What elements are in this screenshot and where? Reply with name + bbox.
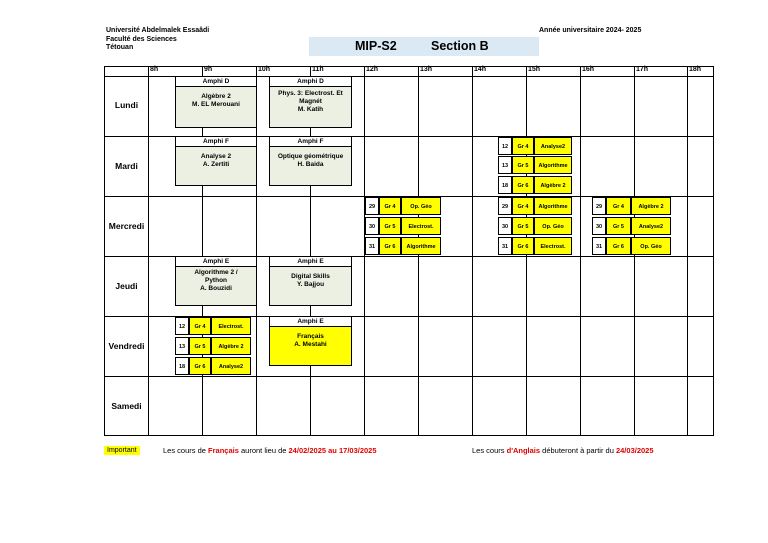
group-room: 31 bbox=[592, 237, 606, 255]
course-title-cont: Python bbox=[204, 277, 228, 284]
group-name: Gr 5 bbox=[189, 337, 211, 355]
group-subject: Algèbre 2 bbox=[211, 337, 251, 355]
group-subject: Op. Géo bbox=[534, 217, 572, 235]
group-name: Gr 4 bbox=[512, 137, 534, 155]
group-room: 30 bbox=[498, 217, 512, 235]
room-label: Amphi D bbox=[270, 77, 351, 87]
group-room: 13 bbox=[498, 156, 512, 174]
course-teacher: Y. Bajjou bbox=[296, 281, 325, 288]
group-room: 30 bbox=[365, 217, 379, 235]
group-room: 29 bbox=[365, 197, 379, 215]
grid-line bbox=[580, 67, 581, 435]
group-name: Gr 5 bbox=[379, 217, 401, 235]
course-teacher: A. Bouzidi bbox=[200, 285, 232, 292]
group-name: Gr 5 bbox=[606, 217, 631, 235]
day-label-samedi: Samedi bbox=[111, 401, 142, 411]
group-room: 30 bbox=[592, 217, 606, 235]
course-block[interactable] bbox=[269, 256, 352, 306]
group-subject: Algèbre 2 bbox=[534, 176, 572, 194]
room-label: Amphi E bbox=[270, 317, 351, 327]
group-room: 18 bbox=[175, 357, 189, 375]
room-label: Amphi E bbox=[270, 257, 351, 267]
course-teacher: M. Katih bbox=[297, 106, 324, 113]
group-subject: Electrost. bbox=[211, 317, 251, 335]
program-name: MIP-S2 bbox=[355, 39, 397, 53]
group-name: Gr 6 bbox=[189, 357, 211, 375]
hour-label: 18h bbox=[689, 66, 702, 73]
group-name: Gr 6 bbox=[379, 237, 401, 255]
course-title-cont: Magnét bbox=[299, 98, 322, 105]
group-name: Gr 4 bbox=[512, 197, 534, 215]
course-teacher: A. Zertiti bbox=[202, 161, 230, 168]
course-block[interactable] bbox=[175, 136, 257, 186]
note-subject: d'Anglais bbox=[506, 446, 541, 455]
course-block[interactable] bbox=[269, 76, 352, 128]
hour-label: 13h bbox=[420, 66, 433, 73]
hour-label: 10h bbox=[258, 66, 271, 73]
group-subject: Electrost. bbox=[401, 217, 441, 235]
french-note bbox=[163, 446, 377, 455]
group-room: 31 bbox=[498, 237, 512, 255]
hour-label: 8h bbox=[150, 66, 159, 73]
room-label: Amphi D bbox=[176, 77, 256, 87]
course-teacher: M. EL Merouani bbox=[192, 101, 240, 108]
grid-line bbox=[472, 67, 473, 435]
room-label: Amphi F bbox=[270, 137, 351, 147]
timetable-grid bbox=[104, 66, 714, 436]
hour-label: 9h bbox=[204, 66, 213, 73]
note-text: Les cours de bbox=[163, 446, 209, 455]
group-subject: Algèbre 2 bbox=[631, 197, 671, 215]
institution-header bbox=[106, 27, 209, 53]
note-text: auront lieu de bbox=[238, 446, 289, 455]
group-name: Gr 5 bbox=[512, 217, 534, 235]
note-subject: Français bbox=[208, 446, 239, 455]
group-room: 29 bbox=[592, 197, 606, 215]
section-name: Section B bbox=[431, 39, 489, 53]
group-subject: Op. Géo bbox=[401, 197, 441, 215]
city-name: Tétouan bbox=[106, 44, 134, 51]
hour-label: 15h bbox=[528, 66, 541, 73]
course-title: Phys. 3: Electrost. Et bbox=[278, 90, 343, 97]
group-name: Gr 6 bbox=[512, 237, 534, 255]
group-subject: Electrost. bbox=[534, 237, 572, 255]
faculty-name: Faculté des Sciences bbox=[106, 35, 177, 43]
course-block[interactable] bbox=[269, 316, 352, 366]
group-subject: Algorithme bbox=[401, 237, 441, 255]
group-room: 31 bbox=[365, 237, 379, 255]
course-teacher: H. Baida bbox=[297, 161, 324, 168]
group-subject: Analyse2 bbox=[631, 217, 671, 235]
note-dates: 24/03/2025 bbox=[615, 446, 654, 455]
group-room: 13 bbox=[175, 337, 189, 355]
important-badge: Important bbox=[104, 446, 140, 455]
room-label: Amphi E bbox=[176, 257, 256, 267]
course-teacher: A. Mestahi bbox=[294, 341, 327, 348]
group-name: Gr 6 bbox=[512, 176, 534, 194]
group-name: Gr 6 bbox=[606, 237, 631, 255]
hour-label: 17h bbox=[636, 66, 649, 73]
course-title: Français bbox=[297, 333, 324, 340]
course-title: Algorithme 2 / bbox=[194, 269, 238, 276]
group-subject: Analyse2 bbox=[211, 357, 251, 375]
group-name: Gr 5 bbox=[512, 156, 534, 174]
group-subject: Analyse2 bbox=[534, 137, 572, 155]
course-title: Algèbre 2 bbox=[201, 93, 231, 100]
page-title bbox=[309, 37, 539, 56]
group-room: 12 bbox=[175, 317, 189, 335]
hour-label: 12h bbox=[366, 66, 379, 73]
group-subject: Algorithme bbox=[534, 156, 572, 174]
grid-line bbox=[105, 376, 713, 377]
group-subject: Algorithme bbox=[534, 197, 572, 215]
day-label-mercredi: Mercredi bbox=[108, 221, 145, 231]
grid-line bbox=[687, 67, 688, 435]
hour-label: 14h bbox=[474, 66, 487, 73]
day-label-vendredi: Vendredi bbox=[108, 341, 145, 351]
group-subject: Op. Géo bbox=[631, 237, 671, 255]
group-room: 12 bbox=[498, 137, 512, 155]
course-block[interactable] bbox=[175, 76, 257, 128]
note-text: débuteront à partir du bbox=[540, 446, 616, 455]
course-title: Analyse 2 bbox=[200, 153, 232, 160]
note-dates: 24/02/2025 au 17/03/2025 bbox=[288, 446, 377, 455]
course-block[interactable] bbox=[175, 256, 257, 306]
room-label: Amphi F bbox=[176, 137, 256, 147]
day-label-mardi: Mardi bbox=[115, 161, 138, 171]
course-title: Optique géométrique bbox=[277, 153, 344, 160]
university-name: Université Abdelmalek Essaâdi bbox=[106, 27, 210, 34]
course-block[interactable] bbox=[269, 136, 352, 186]
group-name: Gr 4 bbox=[189, 317, 211, 335]
english-note bbox=[472, 446, 654, 455]
grid-line bbox=[148, 67, 149, 435]
hour-label: 11h bbox=[312, 66, 324, 73]
day-label-jeudi: Jeudi bbox=[115, 281, 138, 291]
course-title: Digital Skills bbox=[291, 273, 330, 280]
group-room: 29 bbox=[498, 197, 512, 215]
group-room: 18 bbox=[498, 176, 512, 194]
academic-year: Année universitaire 2024- 2025 bbox=[539, 27, 642, 34]
day-label-lundi: Lundi bbox=[114, 100, 139, 110]
group-name: Gr 4 bbox=[379, 197, 401, 215]
note-text: Les cours bbox=[472, 446, 507, 455]
group-name: Gr 4 bbox=[606, 197, 631, 215]
hour-label: 16h bbox=[582, 66, 595, 73]
